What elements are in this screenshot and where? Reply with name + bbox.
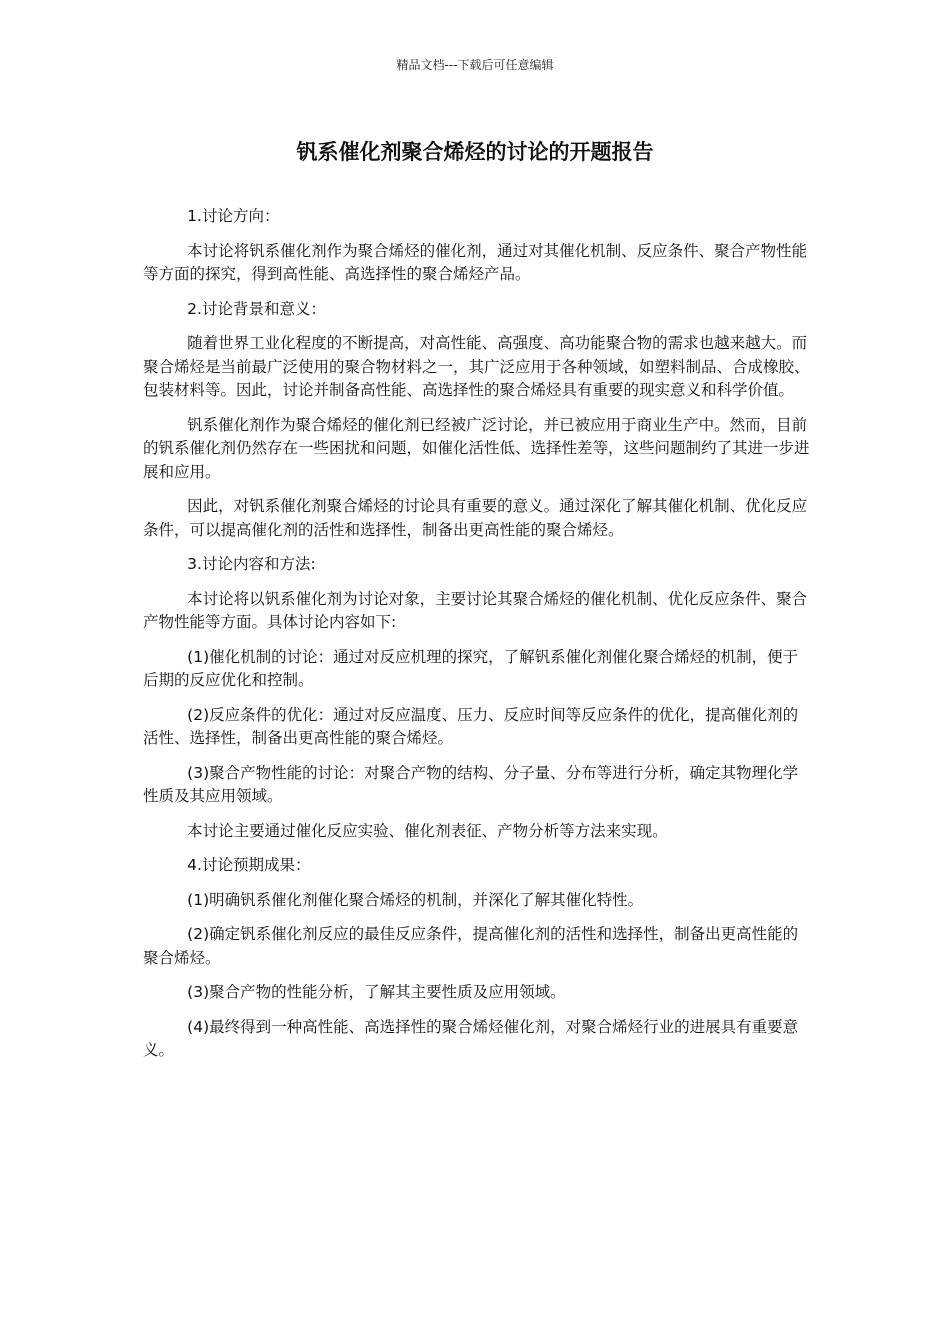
list-item-outcome-2: (2)确定钒系催化剂反应的最佳反应条件，提高催化剂的活性和选择性，制备出更高性能的聚合烯烃。 <box>143 925 799 967</box>
list-item-outcome-4: (4)最终得到一种高性能、高选择性的聚合烯烃催化剂，对聚合烯烃行业的进展具有重要意义。 <box>143 1017 799 1059</box>
list-item-outcome-3: (3)聚合产物的性能分析，了解其主要性质及应用领域。 <box>187 983 566 1001</box>
header-note: 精品文档---下载后可任意编辑 <box>396 58 554 72</box>
list-item-content-1: (1)催化机制的讨论：通过对反应机理的探究，了解钒系催化剂催化聚合烯烃的机制，便于后期的反应优化和控制。 <box>143 647 799 689</box>
section-heading-direction: 1.讨论方向： <box>187 207 280 225</box>
document-body <box>143 205 811 1074</box>
paragraph-content-intro: 本讨论将以钒系催化剂为讨论对象，主要讨论其聚合烯烃的催化机制、优化反应条件、聚合产物性能等方面。具体讨论内容如下: <box>143 589 808 631</box>
paragraph-background-1: 随着世界工业化程度的不断提高，对高性能、高强度、高功能聚合物的需求也越来越大。而聚合烯烃是当前最广泛使用的聚合物材料之一，其广泛应用于各种领域，如塑料制品、合成橡胶、包装材料等。因此，讨论并制备高性能、高选择性的聚合烯烃具有重要的现实意义和科学价值。 <box>143 334 810 399</box>
paragraph-background-3: 因此，对钒系催化剂聚合烯烃的讨论具有重要的意义。通过深化了解其催化机制、优化反应条件，可以提高催化剂的活性和选择性，制备出更高性能的聚合烯烃。 <box>143 497 808 539</box>
list-item-content-2: (2)反应条件的优化：通过对反应温度、压力、反应时间等反应条件的优化，提高催化剂的活性、选择性，制备出更高性能的聚合烯烃。 <box>143 705 799 747</box>
document-title: 钒系催化剂聚合烯烃的讨论的开题报告 <box>296 140 654 164</box>
list-item-outcome-1: (1)明确钒系催化剂催化聚合烯烃的机制，并深化了解其催化特性。 <box>187 890 644 909</box>
section-heading-outcomes: 4.讨论预期成果： <box>187 856 311 874</box>
paragraph-background-2: 钒系催化剂作为聚合烯烃的催化剂已经被广泛讨论，并已被应用于商业生产中。然而，目前的钒系催化剂仍然存在一些困扰和问题，如催化活性低、选择性差等，这些问题制约了其进一步进展和应用。 <box>143 415 810 481</box>
paragraph-direction: 本讨论将钒系催化剂作为聚合烯烃的催化剂，通过对其催化机制、反应条件、聚合产物性能等方面的探究，得到高性能、高选择性的聚合烯烃产品。 <box>143 241 808 283</box>
section-heading-content: 3.讨论内容和方法: <box>187 555 316 573</box>
list-item-content-3: (3)聚合产物性能的讨论：对聚合产物的结构、分子量、分布等进行分析，确定其物理化学性质及其应用领域。 <box>143 763 799 805</box>
section-heading-background: 2.讨论背景和意义： <box>187 299 326 318</box>
paragraph-methods: 本讨论主要通过催化反应实验、催化剂表征、产物分析等方法来实现。 <box>187 821 668 840</box>
